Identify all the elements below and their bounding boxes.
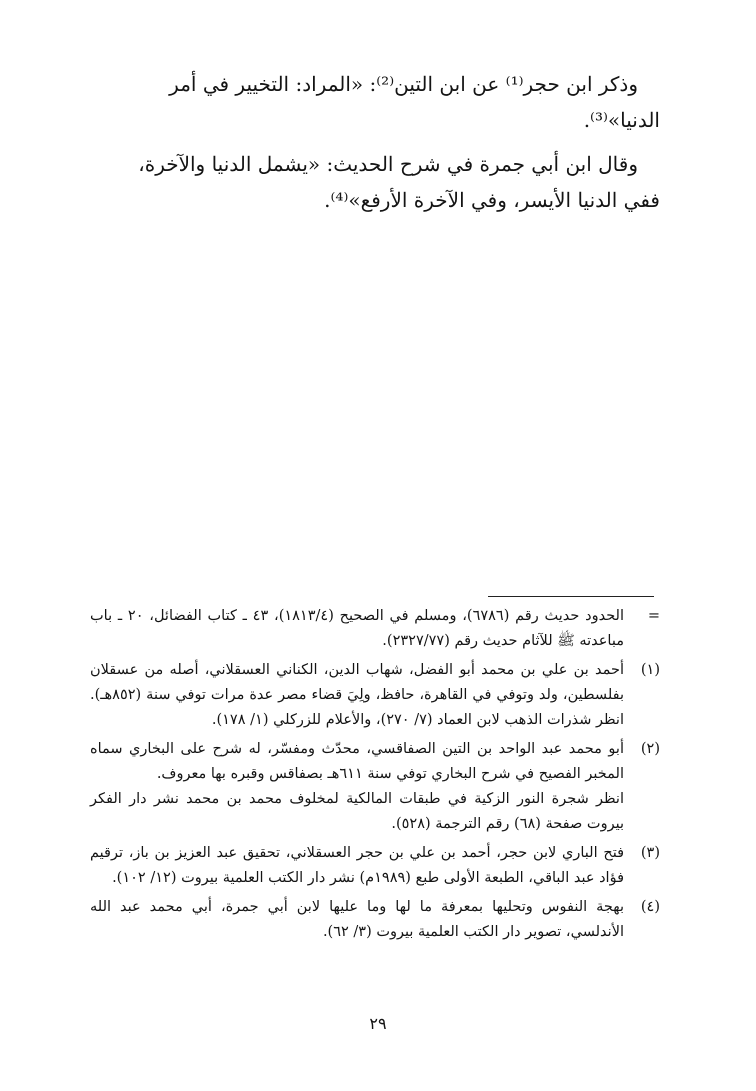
footnote-text: فتح الباري لابن حجر، أحمد بن علي بن حجر العسقلاني، تحقيق عبد العزيز بن باز، ترقيم فؤاد عبد الباقي، الطبعة الأولى طبع (١٩٨٩م) نشر دار الكتب العلمية بيروت (١٢/ ١٠٢). bbox=[90, 845, 624, 886]
footnotes bbox=[90, 604, 660, 949]
footnote-text: أحمد بن علي بن محمد أبو الفضل، شهاب الدين، الكناني العسقلاني، أصله من عسقلان بفلسطين، ولد وتوفي في القاهرة، حافظ، ولِيَ قضاء مصر عدة مرات توفي سنة (٨٥٢هـ). انظر شذرات الذهب لابن العماد (٧/ ٢٧٠)، والأعلام للزركلي (١/ ١٧٨). bbox=[90, 662, 624, 728]
footnote-marker: (٢) bbox=[640, 741, 660, 757]
footnote-text-continued: انظر شجرة النور الزكية في طبقات المالكية لمخلوف محمد بن محمد نشر دار الفكر بيروت صفحة (٦٨) رقم الترجمة (٥٢٨). bbox=[90, 791, 624, 832]
footnote-marker: (٤) bbox=[640, 899, 660, 915]
body-paragraph-1: وذكر ابن حجر⁽¹⁾ عن ابن التين⁽²⁾: «المراد: التخيير في أمر الدنيا»⁽³⁾. bbox=[169, 72, 660, 132]
footnote-separator bbox=[488, 596, 654, 597]
footnote-2 bbox=[90, 737, 660, 837]
main-text bbox=[96, 66, 660, 226]
footnote-4 bbox=[90, 895, 660, 945]
footnote-text: الحدود حديث رقم (٦٧٨٦)، ومسلم في الصحيح (١٨١٣/٤)، ٤٣ ـ كتاب الفضائل، ٢٠ ـ باب مباعدته ﷺ للآثام حديث رقم (٢٣٢٧/٧٧). bbox=[90, 608, 625, 649]
footnote-text: أبو محمد عبد الواحد بن التين الصفاقسي، محدّث ومفسّر، له شرح على البخاري سماه المخبر الفصيح في شرح البخاري توفي سنة ٦١١هـ بصفاقس وقبره بها معروف. bbox=[90, 741, 624, 782]
footnote-marker: = bbox=[647, 608, 660, 624]
footnote-3 bbox=[90, 841, 660, 891]
footnote-1 bbox=[90, 658, 660, 733]
footnote-marker: (١) bbox=[640, 662, 660, 678]
footnote-marker: (٣) bbox=[640, 845, 660, 861]
footnote-text: بهجة النفوس وتحليها بمعرفة ما لها وما عليها لابن أبي جمرة، أبي محمد عبد الله الأندلسي، تصوير دار الكتب العلمية بيروت (٣/ ٦٢). bbox=[90, 899, 624, 940]
page-number: ٢٩ bbox=[369, 1014, 387, 1033]
footnote-continuation bbox=[90, 604, 660, 654]
body-paragraph-2: وقال ابن أبي جمرة في شرح الحديث: «يشمل الدنيا والآخرة، ففي الدنيا الأيسر، وفي الآخرة الأرفع»⁽⁴⁾. bbox=[138, 152, 660, 212]
